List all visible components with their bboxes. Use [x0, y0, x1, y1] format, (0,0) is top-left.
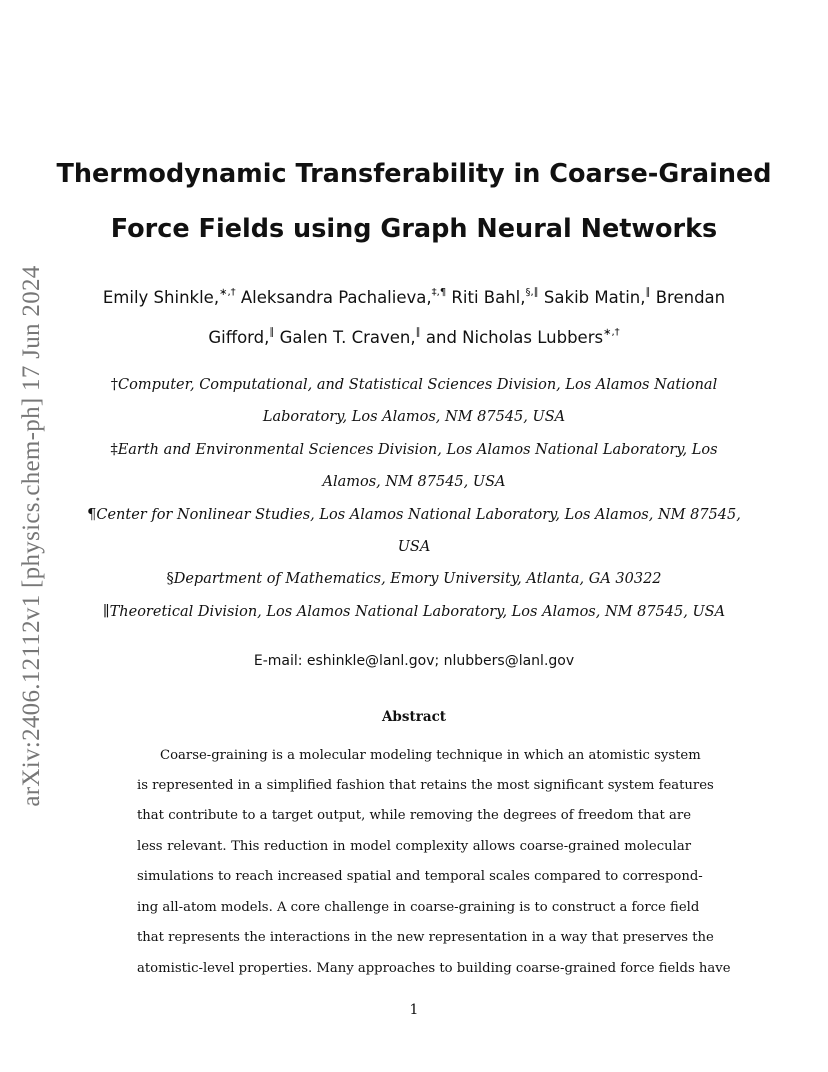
author-name: and Nicholas Lubbers [420, 328, 604, 347]
affiliation-symbol: § [166, 571, 174, 587]
author-marks: ∗,† [219, 287, 236, 298]
author-line-2 [0, 328, 828, 347]
paper-title-line-1: Thermodynamic Transferability in Coarse-Grained [56, 159, 772, 189]
author-name: Riti Bahl, [446, 288, 526, 307]
affiliation-line [0, 442, 828, 458]
affiliation-line: Alamos, NM 87545, USA [322, 474, 506, 490]
author-marks: §,∥ [525, 287, 539, 298]
contact-email: E-mail: eshinkle@lanl.gov; nlubbers@lanl.gov [253, 653, 575, 669]
author-name: Sakib Matin, [538, 288, 646, 307]
author-name: Brendan [650, 288, 726, 307]
affiliation-text: Theoretical Division, Los Alamos National Laboratory, Los Alamos, NM 87545, USA [109, 604, 726, 620]
affiliation-line [0, 571, 828, 587]
arxiv-side-stamp: arXiv:2406.12112v1 [physics.chem-ph] 17 Jun 2024 [18, 265, 45, 807]
affiliation-line [0, 604, 828, 620]
abstract-line: Coarse-graining is a molecular modeling technique in which an atomistic system [160, 748, 701, 763]
author-name: Emily Shinkle, [102, 288, 220, 307]
author-marks: ‡,¶ [431, 287, 447, 298]
abstract-heading: Abstract [381, 709, 447, 725]
affiliation-text: Department of Mathematics, Emory University, Atlanta, GA 30322 [173, 571, 662, 587]
affiliation-text: Earth and Environmental Sciences Division, Los Alamos National Laboratory, Los [117, 442, 718, 458]
page-number: 1 [409, 1002, 419, 1018]
author-marks: ∥ [415, 327, 421, 338]
abstract-line: less relevant. This reduction in model complexity allows coarse-grained molecular [137, 839, 691, 854]
abstract-line: that represents the interactions in the new representation in a way that preserves the [137, 930, 714, 945]
affiliation-text: Center for Nonlinear Studies, Los Alamos National Laboratory, Los Alamos, NM 87545, [96, 507, 741, 523]
paper-title-line-2: Force Fields using Graph Neural Networks [110, 214, 718, 244]
affiliation-line [0, 377, 828, 393]
abstract-line: ing all-atom models. A core challenge in coarse-graining is to construct a force field [137, 900, 700, 915]
affiliation-text: Computer, Computational, and Statistical Sciences Division, Los Alamos National [118, 377, 718, 393]
abstract-line: atomistic-level properties. Many approaches to building coarse-grained force fields have [137, 961, 731, 976]
author-marks: ∥ [645, 287, 651, 298]
affiliation-symbol: ¶ [87, 507, 97, 523]
abstract-line: simulations to reach increased spatial and temporal scales compared to correspond- [137, 869, 703, 884]
abstract-line: that contribute to a target output, while removing the degrees of freedom that are [137, 808, 691, 823]
author-marks: ∥ [269, 327, 275, 338]
affiliation-symbol: ‡ [110, 442, 118, 458]
author-name: Gifford, [208, 328, 270, 347]
author-name: Aleksandra Pachalieva, [235, 288, 432, 307]
author-marks: ∗,† [603, 327, 620, 338]
affiliation-symbol: † [110, 377, 119, 393]
affiliation-symbol: ∥ [102, 604, 110, 620]
author-line-1 [0, 288, 828, 307]
affiliation-line [0, 507, 828, 523]
affiliation-line: Laboratory, Los Alamos, NM 87545, USA [262, 409, 566, 425]
author-name: Galen T. Craven, [274, 328, 416, 347]
affiliation-line: USA [397, 539, 431, 555]
abstract-line: is represented in a simplified fashion that retains the most significant system features [137, 778, 714, 793]
